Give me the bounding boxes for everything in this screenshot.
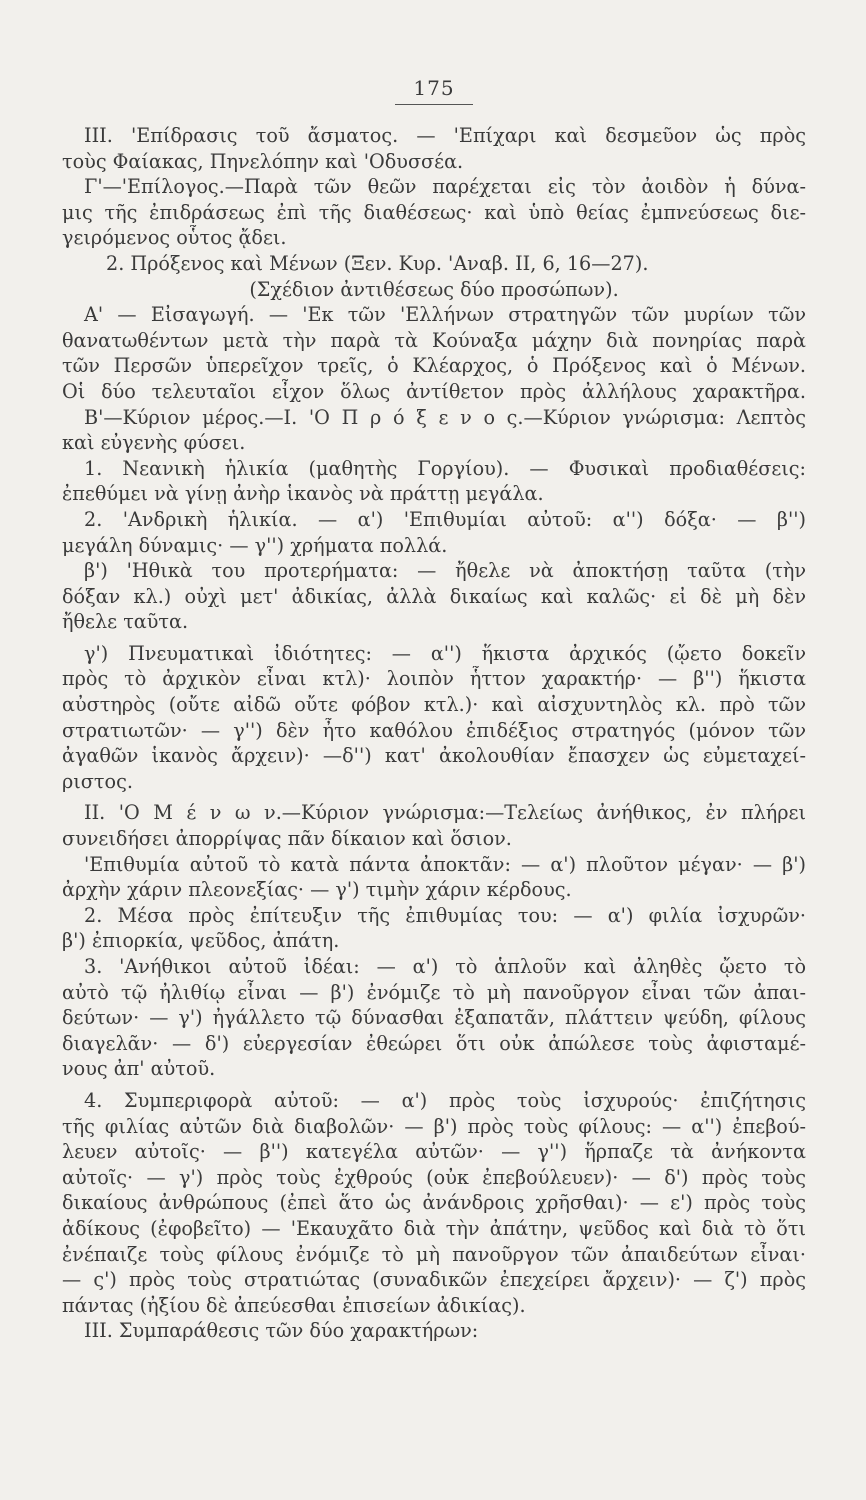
text-line: μεγάλη δύναμις· — γ'') χρήματα πολλά.	[62, 533, 448, 557]
text-line: θανατωθέντων μετὰ τὴν παρὰ τὰ Κούναξα μάχην διὰ πονηρίας παρὰ	[62, 328, 806, 352]
text-line: δεύτων· — γ') ἠγάλλετο τῷ δύνασθαι ἐξαπατᾶν, πλάττειν ψεύδη, φίλους	[62, 1006, 806, 1030]
page-number-rule	[395, 104, 473, 105]
text-line: γειρόμενος οὗτος ᾄδει.	[62, 226, 287, 250]
text-line: — ς') πρὸς τοὺς στρατιώτας (συναδικῶν ἐπεχείρει ἄρχειν)· — ζ') πρὸς	[62, 1268, 806, 1292]
text-line: νους ἀπ' αὐτοῦ.	[62, 1057, 216, 1081]
text-line: συνειδήσει ἀπορρίψας πᾶν δίκαιον καὶ ὅσιον.	[62, 827, 512, 851]
text-line: ἐπεθύμει νὰ γίνῃ ἀνὴρ ἱκανὸς νὰ πράττῃ μεγάλα.	[62, 482, 544, 506]
text-line: αὐτὸ τῷ ἠλιθίῳ εἶναι — β') ἐνόμιζε τὸ μὴ πανοῦργον εἶναι τῶν ἀπαι-	[62, 980, 806, 1004]
text-line: 'Επιθυμία αὐτοῦ τὸ κατὰ πάντα ἀποκτᾶν: — α') πλοῦτον μέγαν· — β')	[84, 852, 806, 876]
text-line: γ') Πνευματικαὶ ἰδιότητες: — α'') ἥκιστα ἀρχικός (ᾤετο δοκεῖν	[84, 641, 806, 665]
text-line: II. 'Ο Μ έ ν ω ν.—Κύριον γνώρισμα:—Τελείως ἀνήθικος, ἐν πλήρει	[84, 801, 806, 825]
text-line: Γ'—'Επίλογος.—Παρὰ τῶν θεῶν παρέχεται εἰς τὸν ἀοιδὸν ἡ δύνα-	[84, 175, 806, 199]
text-line: 1. Νεανικὴ ἡλικία (μαθητὴς Γοργίου). — Φυσικαὶ προδιαθέσεις:	[84, 456, 806, 480]
page-number: 175	[413, 76, 455, 100]
text-line: 3. 'Ανήθικοι αὐτοῦ ἰδέαι: — α') τὸ ἁπλοῦν καὶ ἀληθὲς ᾤετο τὸ	[84, 955, 806, 978]
text-line: ριστος.	[62, 769, 133, 793]
text-line: Οἱ δύο τελευταῖοι εἶχον ὅλως ἀντίθετον πρὸς ἀλλήλους χαρακτῆρα.	[62, 379, 806, 403]
text-line: αὐτοῖς· — γ') πρὸς τοὺς ἐχθρούς (οὐκ ἐπεβούλευεν)· — δ') πρὸς τοὺς	[62, 1165, 806, 1189]
text-body	[62, 123, 806, 1344]
text-line: 4. Συμπεριφορὰ αὐτοῦ: — α') πρὸς τοὺς ἰσχυρούς· ἐπιζήτησις	[84, 1088, 806, 1112]
section-heading: III. Συμπαράθεσις τῶν δύο χαρακτήρων:	[84, 1319, 479, 1343]
text-line: τῶν Περσῶν ὑπερεῖχον τρεῖς, ὁ Κλέαρχος, ὁ Πρόξενος καὶ ὁ Μένων.	[62, 354, 806, 378]
section-heading: 2. Πρόξενος καὶ Μένων (Ξεν. Κυρ. 'Αναβ. II, 6, 16—27).	[106, 251, 649, 275]
text-line: λευεν αὐτοῖς· — β'') κατεγέλα αὐτῶν· — γ'') ἥρπαζε τὰ ἀνήκοντα	[62, 1140, 806, 1164]
text-line: ἤθελε ταῦτα.	[62, 610, 189, 634]
text-line: ἀρχὴν χάριν πλεονεξίας· — γ') τιμὴν χάριν κέρδους.	[62, 878, 572, 902]
text-line: β') 'Ηθικὰ του προτερήματα: — ἤθελε νὰ ἀποκτήσῃ ταῦτα (τὴν	[84, 559, 806, 583]
text-line: τοὺς Φαίακας, Πηνελόπην καὶ 'Οδυσσέα.	[62, 149, 464, 173]
text-line: 2. 'Ανδρικὴ ἡλικία. — α') 'Επιθυμίαι αὐτοῦ: α'') δόξα· — β'')	[84, 507, 806, 531]
text-line: ἀγαθῶν ἱκανὸς ἄρχειν)· —δ'') κατ' ἀκολουθίαν ἔπασχεν ὡς εὐμεταχεί-	[62, 744, 806, 768]
text-line: δόξαν κλ.) οὐχὶ μετ' ἀδικίας, ἀλλὰ δικαίως καὶ καλῶς· εἰ δὲ μὴ δὲν	[62, 584, 806, 608]
text-line: αὐστηρὸς (οὔτε αἰδῶ οὔτε φόβον κτλ.)· καὶ αἰσχυντηλὸς κλ. πρὸ τῶν	[62, 693, 806, 717]
text-line: μις τῆς ἐπιδράσεως ἐπὶ τῆς διαθέσεως· καὶ ὑπὸ θείας ἐμπνεύσεως διε-	[62, 200, 806, 224]
text-line: τῆς φιλίας αὐτῶν διὰ διαβολῶν· — β') πρὸς τοὺς φίλους: — α'') ἐπεβού-	[62, 1114, 806, 1138]
text-line: δικαίους ἀνθρώπους (ἐπεὶ ἅτο ὡς ἀνάνδροις χρῆσθαι)· — ε') πρὸς τοὺς	[62, 1191, 806, 1215]
text-line: ἀδίκους (ἐφοβεῖτο) — 'Εκαυχᾶτο διὰ τὴν ἀπάτην, ψεῦδος καὶ διὰ τὸ ὅτι	[62, 1216, 806, 1240]
text-line: 2. Μέσα πρὸς ἐπίτευξιν τῆς ἐπιθυμίας του: — α') φιλία ἰσχυρῶν·	[84, 903, 806, 927]
text-line: στρατιωτῶν· — γ'') δὲν ἦτο καθόλου ἐπιδέξιος στρατηγός (μόνον τῶν	[62, 718, 806, 742]
text-line: III. 'Επίδρασις τοῦ ἄσματος. — 'Επίχαρι καὶ δεσμεῦον ὡς πρὸς	[84, 124, 806, 147]
text-line: πάντας (ἠξίου δὲ ἀπεύεσθαι ἐπισείων ἀδικίας).	[62, 1293, 526, 1317]
text-line: ἐνέπαιζε τοὺς φίλους ἐνόμιζε τὸ μὴ πανοῦργον τῶν ἀπαιδεύτων εἶναι·	[62, 1242, 806, 1266]
text-line: καὶ εὐγενὴς φύσει.	[62, 431, 246, 455]
text-line: Α' — Εἰσαγωγή. — 'Εκ τῶν 'Ελλήνων στρατηγῶν τῶν μυρίων τῶν	[84, 303, 806, 327]
text-line: διαγελᾶν· — δ') εὐεργεσίαν ἐθεώρει ὅτι οὐκ ἀπώλεσε τοὺς ἀφισταμέ-	[62, 1031, 806, 1055]
text-line: β') ἐπιορκία, ψεῦδος, ἀπάτη.	[62, 929, 340, 953]
text-line: πρὸς τὸ ἀρχικὸν εἶναι κτλ)· λοιπὸν ἧττον χαρακτήρ· — β'') ἥκιστα	[62, 667, 806, 691]
section-subheading: (Σχέδιον ἀντιθέσεως δύο προσώπων).	[249, 277, 619, 301]
text-line: Β'—Κύριον μέρος.—I. 'Ο Π ρ ό ξ ε ν ο ς.—Κύριον γνώρισμα: Λεπτὸς	[84, 405, 806, 429]
